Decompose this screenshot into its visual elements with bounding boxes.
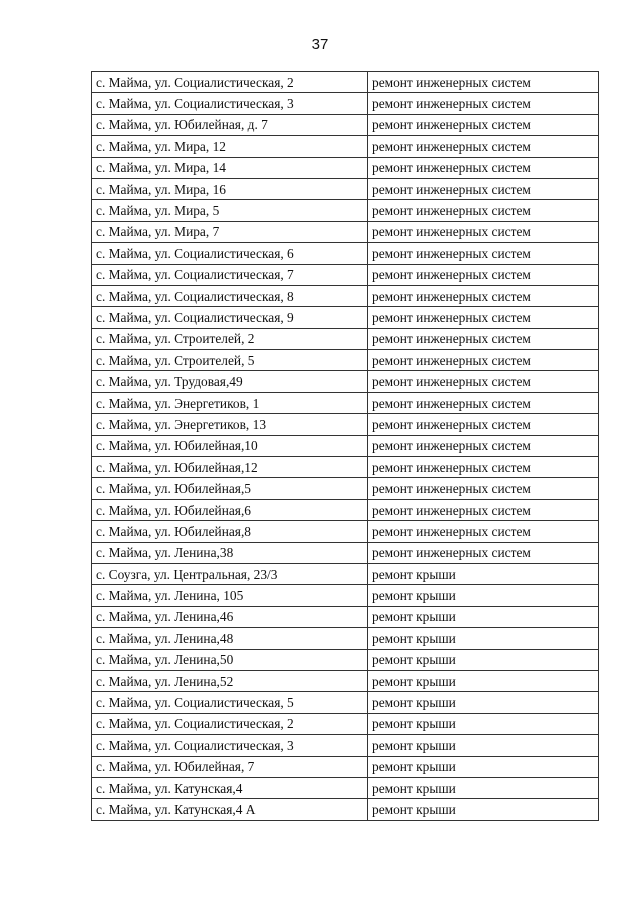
address-cell: с. Майма, ул. Строителей, 2 <box>92 328 368 349</box>
address-cell: с. Майма, ул. Социалистическая, 6 <box>92 243 368 264</box>
work-type-cell: ремонт крыши <box>368 735 599 756</box>
address-cell: с. Майма, ул. Катунская,4 <box>92 777 368 798</box>
table-row <box>92 799 599 820</box>
table-row <box>92 777 599 798</box>
table-row <box>92 499 599 520</box>
work-type-cell: ремонт инженерных систем <box>368 72 599 93</box>
address-cell: с. Майма, ул. Ленина,38 <box>92 542 368 563</box>
work-type-cell: ремонт крыши <box>368 606 599 627</box>
address-cell: с. Майма, ул. Юбилейная,10 <box>92 435 368 456</box>
work-type-cell: ремонт инженерных систем <box>368 499 599 520</box>
table-row <box>92 350 599 371</box>
work-type-cell: ремонт инженерных систем <box>368 243 599 264</box>
page-number: 37 <box>311 36 329 53</box>
table-row <box>92 72 599 93</box>
table-row <box>92 414 599 435</box>
table-row <box>92 521 599 542</box>
work-type-cell: ремонт инженерных систем <box>368 521 599 542</box>
address-cell: с. Майма, ул. Мира, 5 <box>92 200 368 221</box>
work-type-cell: ремонт крыши <box>368 756 599 777</box>
work-type-cell: ремонт инженерных систем <box>368 435 599 456</box>
address-cell: с. Соузга, ул. Центральная, 23/3 <box>92 563 368 584</box>
table-row <box>92 478 599 499</box>
address-cell: с. Майма, ул. Социалистическая, 3 <box>92 93 368 114</box>
table-row <box>92 243 599 264</box>
work-type-cell: ремонт крыши <box>368 692 599 713</box>
address-cell: с. Майма, ул. Мира, 14 <box>92 157 368 178</box>
address-cell: с. Майма, ул. Юбилейная,5 <box>92 478 368 499</box>
table-row <box>92 371 599 392</box>
work-type-cell: ремонт крыши <box>368 713 599 734</box>
work-type-cell: ремонт инженерных систем <box>368 542 599 563</box>
address-cell: с. Майма, ул. Ленина,52 <box>92 670 368 691</box>
table-row <box>92 264 599 285</box>
table-row <box>92 628 599 649</box>
table-row <box>92 735 599 756</box>
address-cell: с. Майма, ул. Юбилейная, 7 <box>92 756 368 777</box>
work-type-cell: ремонт крыши <box>368 777 599 798</box>
address-cell: с. Майма, ул. Энергетиков, 13 <box>92 414 368 435</box>
work-type-cell: ремонт инженерных систем <box>368 114 599 135</box>
work-type-cell: ремонт инженерных систем <box>368 178 599 199</box>
work-type-cell: ремонт инженерных систем <box>368 136 599 157</box>
work-type-cell: ремонт инженерных систем <box>368 157 599 178</box>
work-type-cell: ремонт инженерных систем <box>368 371 599 392</box>
table-row <box>92 136 599 157</box>
address-cell: с. Майма, ул. Социалистическая, 8 <box>92 285 368 306</box>
address-cell: с. Майма, ул. Катунская,4 А <box>92 799 368 820</box>
table-row <box>92 435 599 456</box>
work-type-cell: ремонт инженерных систем <box>368 478 599 499</box>
table-row <box>92 328 599 349</box>
table-row <box>92 585 599 606</box>
work-type-cell: ремонт инженерных систем <box>368 264 599 285</box>
table-row <box>92 392 599 413</box>
table-row <box>92 285 599 306</box>
table-row <box>92 221 599 242</box>
work-type-cell: ремонт крыши <box>368 670 599 691</box>
work-type-cell: ремонт крыши <box>368 585 599 606</box>
address-work-table <box>91 71 599 821</box>
address-cell: с. Майма, ул. Мира, 12 <box>92 136 368 157</box>
table-row <box>92 692 599 713</box>
work-type-cell: ремонт крыши <box>368 563 599 584</box>
table-row <box>92 114 599 135</box>
address-cell: с. Майма, ул. Социалистическая, 7 <box>92 264 368 285</box>
address-cell: с. Майма, ул. Мира, 16 <box>92 178 368 199</box>
address-cell: с. Майма, ул. Мира, 7 <box>92 221 368 242</box>
table-row <box>92 756 599 777</box>
work-type-cell: ремонт инженерных систем <box>368 328 599 349</box>
address-cell: с. Майма, ул. Юбилейная, д. 7 <box>92 114 368 135</box>
address-cell: с. Майма, ул. Юбилейная,6 <box>92 499 368 520</box>
address-cell: с. Майма, ул. Социалистическая, 2 <box>92 713 368 734</box>
table-row <box>92 457 599 478</box>
address-cell: с. Майма, ул. Социалистическая, 5 <box>92 692 368 713</box>
work-type-cell: ремонт инженерных систем <box>368 221 599 242</box>
address-cell: с. Майма, ул. Строителей, 5 <box>92 350 368 371</box>
work-type-cell: ремонт инженерных систем <box>368 414 599 435</box>
work-type-cell: ремонт инженерных систем <box>368 200 599 221</box>
address-cell: с. Майма, ул. Ленина,48 <box>92 628 368 649</box>
table-row <box>92 178 599 199</box>
address-cell: с. Майма, ул. Социалистическая, 9 <box>92 307 368 328</box>
work-type-cell: ремонт инженерных систем <box>368 350 599 371</box>
work-type-cell: ремонт инженерных систем <box>368 93 599 114</box>
work-type-cell: ремонт инженерных систем <box>368 457 599 478</box>
table-row <box>92 93 599 114</box>
work-type-cell: ремонт крыши <box>368 799 599 820</box>
table-row <box>92 307 599 328</box>
table-row <box>92 606 599 627</box>
table-row <box>92 200 599 221</box>
address-cell: с. Майма, ул. Трудовая,49 <box>92 371 368 392</box>
address-cell: с. Майма, ул. Энергетиков, 1 <box>92 392 368 413</box>
table-row <box>92 542 599 563</box>
table-row <box>92 713 599 734</box>
table-body <box>92 72 599 821</box>
address-cell: с. Майма, ул. Юбилейная,12 <box>92 457 368 478</box>
address-cell: с. Майма, ул. Ленина,50 <box>92 649 368 670</box>
work-type-cell: ремонт крыши <box>368 649 599 670</box>
work-type-cell: ремонт крыши <box>368 628 599 649</box>
work-type-cell: ремонт инженерных систем <box>368 392 599 413</box>
address-cell: с. Майма, ул. Юбилейная,8 <box>92 521 368 542</box>
table-row <box>92 649 599 670</box>
address-cell: с. Майма, ул. Социалистическая, 2 <box>92 72 368 93</box>
address-cell: с. Майма, ул. Ленина,46 <box>92 606 368 627</box>
work-type-cell: ремонт инженерных систем <box>368 285 599 306</box>
table-row <box>92 563 599 584</box>
address-cell: с. Майма, ул. Ленина, 105 <box>92 585 368 606</box>
address-cell: с. Майма, ул. Социалистическая, 3 <box>92 735 368 756</box>
table-row <box>92 157 599 178</box>
work-type-cell: ремонт инженерных систем <box>368 307 599 328</box>
table-row <box>92 670 599 691</box>
